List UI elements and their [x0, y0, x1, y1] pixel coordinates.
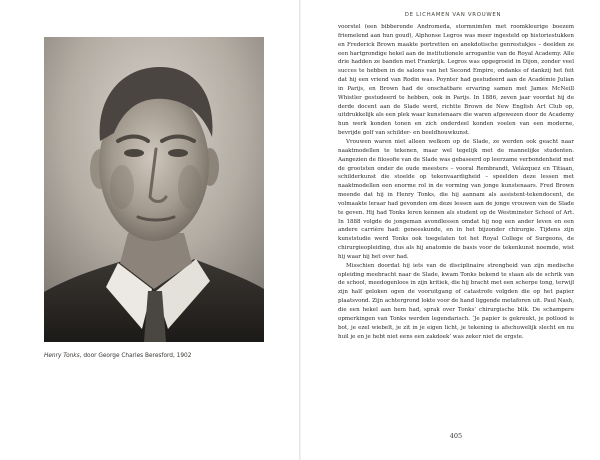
portrait-illustration [44, 37, 264, 342]
page-number: 405 [449, 432, 463, 440]
caption-credit: , door George Charles Beresford, 1902 [79, 353, 192, 359]
portrait-photo [44, 37, 264, 342]
paragraph-2: Vrouwen waren niet alleen welkom op de Slade, ze werden ook geacht naar naaktmodellen te tekenen, maar wel tegelijk met de mannelijke studenten. Aangezien de filosofie van de Slade was gebaseerd op leerzame verbondenheid met de grootsten onder de oude meesters – vooral Rembrandt, Velázquez en Titiaan, schilderkunst die stoelde op tekenvaardigheid – speelden deze lessen met naaktmodellen een enorme rol in de vorming van jonge kunstenaars. Fred Brown meende dat hij in Henry Tonks, die hij aannam als assistent-tekendocent, de volmaakte leraar had gevonden om deze lessen aan de jonge vrouwen van de Slade te geven. Hij had Tonks leren kennen als student op de Westminster School of Art. In 1888 volgde de jongeman avondlessen omdat hij nog een ander leven en een andere carrière had: geneeskunde, en in het bijzonder chirurgie. Tijdens zijn kunststudie werd Tonks ook toegelaten tot het Royal College of Surgeons, de chirurgieopleiding, dus als hij anatomie de basis voor de tekenkunst noemde, wist hij waar hij het over had. [338, 138, 574, 260]
running-head: DE LICHAMEN VAN VROUWEN [404, 12, 502, 18]
caption-name: Henry Tonks [44, 353, 80, 359]
paragraph-1: voorstel (een bibberende Andromeda, stormnimfen met roomkleurige boezem friemelend aan hun goud), Alphonse Legros was meer ingesteld op historiestukken en Frederick Brown maakte portretten en anekdotische genrestukjes – deelden ze een hartgrondige hekel aan de institutionele arrogantie van de Royal Academy. Alle drie hadden ze banden met Frankrijk. Legros was opgegroeid in Dijon, zonder veel succes te hebben in de salons van het Second Empire, ondanks of dankzij het feit dat hij een vriend van Rodin was. Poynter had gestudeerd aan de Académie Julian in Parijs, en Brown had de onschatbare ervaring samen met James McNeill Whistler gestudeerd te hebben, ook in Parijs. In 1886, zeven jaar voordat hij de derde docent aan de Slade werd, richtte Brown de New English Art Club op, uitdrukkelijk als een plek waar kunstenaars die waren afgewezen door de Academy hun werk konden tonen en zich onderdeel konden voelen van een moderne, bevrijde golf van schilder- en beeldhouwkunst. [338, 24, 574, 137]
body-text [338, 23, 574, 341]
photo-caption [44, 353, 274, 359]
paragraph-3: Misschien doordat hij iets van de disciplinaire strengheid van zijn medische opleiding meebracht naar de Slade, kwam Tonks bekend te staan als de schrik van de school, meedogenloos in zijn kritiek, die hij bracht met een scherpe tong, terwijl zijn half geloken ogen de vooruitgang of catastrofe volgden die op het papier plaatsvond. Zijn achtergrond lokte voor de hand liggende metaforen uit. Paul Nash, die een hekel aan hem had, sprak over Tonks’ chirurgische blik. De schampere opmerkingen van Tonks werden legendarisch. ‘Je papier is gekreukt, je potlood is bot, je ezel wiebelt, je zit in je eigen licht, je tekening is afschuwelijk slecht en nu huil je en je hebt niet eens een zakdoek’ was zeker niet de ergste. [338, 262, 574, 340]
left-page [0, 0, 299, 460]
